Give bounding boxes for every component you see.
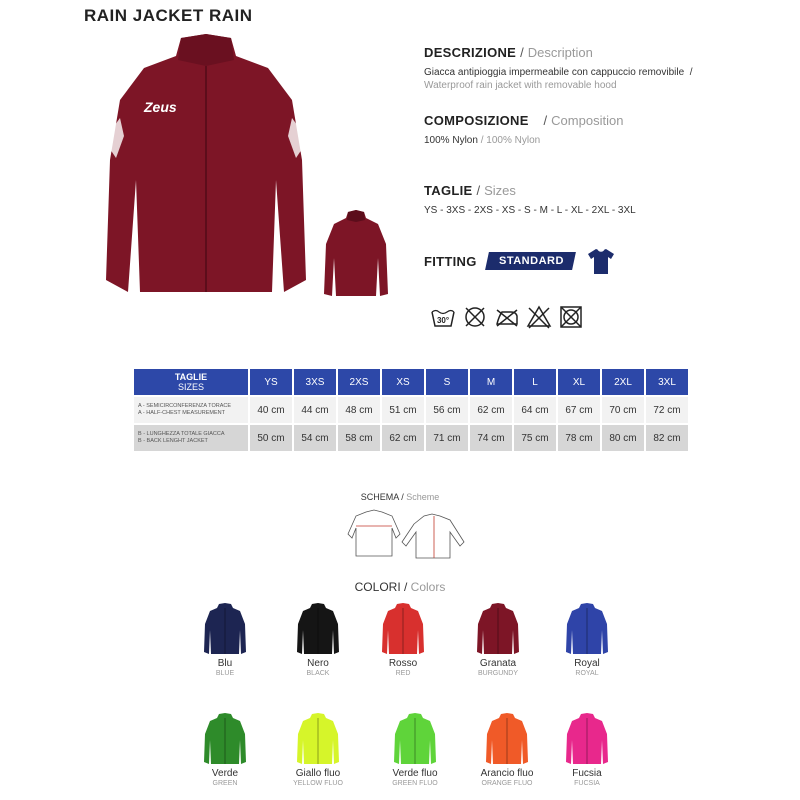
svg-text:30°: 30° bbox=[436, 316, 450, 325]
tshirt-icon bbox=[586, 246, 616, 276]
color-name-en: ORANGE FLUO bbox=[481, 780, 533, 787]
table-cell: 80 cm bbox=[602, 425, 644, 451]
size-table bbox=[132, 369, 690, 451]
colors-heading: COLORI / Colors bbox=[354, 580, 446, 594]
table-row bbox=[134, 397, 688, 423]
table-cell: 50 cm bbox=[250, 425, 292, 451]
jacket-color-icon bbox=[203, 712, 247, 766]
row-label: B - LUNGHEZZA TOTALE GIACCA B - BACK LENGHT JACKET bbox=[134, 425, 248, 451]
sizes-heading: TAGLIE bbox=[424, 183, 473, 198]
jacket-color-icon bbox=[296, 602, 340, 656]
table-cell: 82 cm bbox=[646, 425, 688, 451]
no-tumble-dry-icon bbox=[526, 304, 552, 330]
table-row bbox=[134, 425, 688, 451]
description-heading-en: Description bbox=[527, 45, 593, 60]
color-name-en: GREEN bbox=[212, 780, 238, 787]
color-name: Blu bbox=[217, 658, 233, 669]
color-name-en: ROYAL bbox=[575, 670, 599, 677]
table-cell: 44 cm bbox=[294, 397, 336, 423]
composition-section: COMPOSIZIONE / Composition 100% Nylon / 100% Nylon bbox=[424, 113, 624, 146]
no-dry-clean-icon bbox=[558, 304, 584, 330]
color-swatch[interactable] bbox=[368, 602, 438, 678]
table-cell: 56 cm bbox=[426, 397, 468, 423]
color-swatch[interactable] bbox=[472, 712, 542, 788]
color-swatch[interactable] bbox=[283, 602, 353, 678]
fitting-badge: STANDARD bbox=[485, 252, 576, 270]
color-name: Rosso bbox=[388, 658, 418, 669]
table-cell: 62 cm bbox=[382, 425, 424, 451]
size-table-header bbox=[134, 369, 688, 395]
composition-text-it: 100% Nylon bbox=[424, 135, 478, 146]
color-name: Giallo fluo bbox=[295, 768, 341, 779]
table-cell: 40 cm bbox=[250, 397, 292, 423]
no-bleach-icon bbox=[462, 304, 488, 330]
color-swatch[interactable] bbox=[552, 712, 622, 788]
description-heading: DESCRIZIONE bbox=[424, 45, 517, 60]
color-name-en: FUCSIA bbox=[574, 780, 600, 787]
color-name-en: GREEN FLUO bbox=[392, 780, 438, 787]
table-cell: 64 cm bbox=[514, 397, 556, 423]
table-cell: 71 cm bbox=[426, 425, 468, 451]
size-col-header: 3XS bbox=[294, 369, 336, 395]
color-name: Granata bbox=[479, 658, 517, 669]
size-col-header: 2XL bbox=[602, 369, 644, 395]
sizes-section: TAGLIE / Sizes YS - 3XS - 2XS - XS - S - M - L - XL - 2XL - 3XL bbox=[424, 182, 784, 217]
size-col-header: YS bbox=[250, 369, 292, 395]
description-text-it: Giacca antipioggia impermeabile con cappuccio removibile bbox=[424, 67, 685, 78]
composition-text-en: 100% Nylon bbox=[486, 135, 541, 146]
hero-logo: Zeus bbox=[144, 99, 177, 115]
jacket-color-icon bbox=[565, 712, 609, 766]
size-col-header: XS bbox=[382, 369, 424, 395]
composition-heading: COMPOSIZIONE bbox=[424, 113, 529, 128]
size-col-header: XL bbox=[558, 369, 600, 395]
table-cell: 54 cm bbox=[294, 425, 336, 451]
jacket-color-icon bbox=[565, 602, 609, 656]
size-col-header: 3XL bbox=[646, 369, 688, 395]
table-cell: 78 cm bbox=[558, 425, 600, 451]
schema-heading: SCHEMA / Scheme bbox=[360, 492, 440, 502]
jacket-color-icon bbox=[393, 712, 437, 766]
table-cell: 67 cm bbox=[558, 397, 600, 423]
color-swatch[interactable] bbox=[463, 602, 533, 678]
jacket-color-icon bbox=[381, 602, 425, 656]
color-name: Arancio fluo bbox=[480, 768, 534, 779]
color-name-en: RED bbox=[395, 670, 411, 677]
size-table-header-label: TAGLIE SIZES bbox=[134, 369, 248, 395]
row-label: A - SEMICIRCONFERENZA TORACE A - HALF-CHEST MEASUREMENT bbox=[134, 397, 248, 423]
color-swatch[interactable] bbox=[190, 712, 260, 788]
page-title: RAIN JACKET RAIN bbox=[84, 6, 253, 25]
size-col-header: L bbox=[514, 369, 556, 395]
color-name-en: YELLOW FLUO bbox=[293, 780, 343, 787]
table-cell: 74 cm bbox=[470, 425, 512, 451]
table-cell: 62 cm bbox=[470, 397, 512, 423]
measurement-scheme-diagram bbox=[346, 508, 466, 560]
jacket-color-icon bbox=[296, 712, 340, 766]
jacket-front-image bbox=[96, 30, 316, 300]
composition-heading-en: Composition bbox=[551, 113, 624, 128]
color-name: Royal bbox=[574, 658, 600, 669]
jacket-color-icon bbox=[476, 602, 520, 656]
table-cell: 58 cm bbox=[338, 425, 380, 451]
fitting-section bbox=[424, 246, 784, 276]
size-col-header: S bbox=[426, 369, 468, 395]
table-cell: 70 cm bbox=[602, 397, 644, 423]
color-name: Fucsia bbox=[572, 768, 602, 779]
table-cell: 48 cm bbox=[338, 397, 380, 423]
table-cell: 51 cm bbox=[382, 397, 424, 423]
color-swatch[interactable] bbox=[380, 712, 450, 788]
color-name: Verde fluo bbox=[392, 768, 438, 779]
color-swatch[interactable] bbox=[190, 602, 260, 678]
sizes-list: YS - 3XS - 2XS - XS - S - M - L - XL - 2XL - 3XL bbox=[424, 205, 636, 216]
jacket-color-icon bbox=[203, 602, 247, 656]
fitting-heading: FITTING bbox=[424, 253, 477, 269]
color-name-en: BURGUNDY bbox=[477, 670, 519, 677]
wash-30-icon bbox=[430, 304, 456, 330]
description-text-en: Waterproof rain jacket with removable hood bbox=[424, 80, 617, 91]
color-name-en: BLACK bbox=[306, 670, 330, 677]
color-swatch[interactable] bbox=[552, 602, 622, 678]
description-section: DESCRIZIONE / Description Giacca antipioggia impermeabile con cappuccio removibile / Waterproof rain jacket with removable hood bbox=[424, 45, 693, 91]
care-icons bbox=[430, 304, 584, 330]
color-name-en: BLUE bbox=[215, 670, 235, 677]
size-col-header: 2XS bbox=[338, 369, 380, 395]
color-name: Nero bbox=[307, 658, 329, 669]
sizes-heading-en: Sizes bbox=[484, 183, 516, 198]
size-col-header: M bbox=[470, 369, 512, 395]
jacket-color-icon bbox=[485, 712, 529, 766]
no-iron-icon bbox=[494, 304, 520, 330]
table-cell: 72 cm bbox=[646, 397, 688, 423]
table-cell: 75 cm bbox=[514, 425, 556, 451]
color-swatch[interactable] bbox=[283, 712, 353, 788]
color-name: Verde bbox=[211, 768, 239, 779]
jacket-back-image bbox=[322, 208, 390, 300]
